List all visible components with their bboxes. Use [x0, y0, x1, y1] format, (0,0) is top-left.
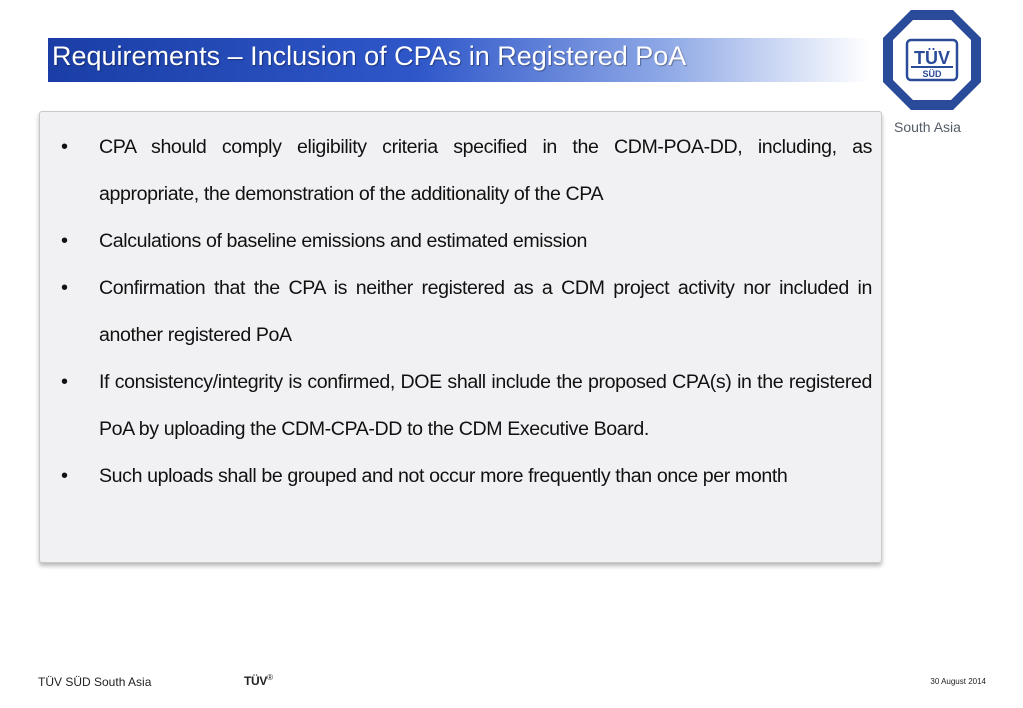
footer-logo-text: TÜV — [244, 674, 268, 688]
footer-company: TÜV SÜD South Asia — [38, 675, 152, 689]
bullet-text: If consistency/integrity is confirmed, DOE shall include the proposed CPA(s) in the registered PoA by uploading the CDM-CPA-DD to the CDM Executive Board. — [99, 371, 872, 440]
bullet-dot: • — [61, 230, 69, 252]
bullet-text: Such uploads shall be grouped and not occur more frequently than once per month — [99, 465, 788, 487]
bullet-list — [40, 124, 881, 500]
list-item — [40, 265, 881, 359]
logo-line2: SÜD — [922, 69, 942, 79]
content-box — [39, 111, 882, 563]
list-item — [40, 124, 881, 218]
footer-logo — [244, 673, 273, 688]
bullet-dot: • — [61, 136, 69, 158]
tuv-sud-logo-icon — [881, 8, 983, 112]
bullet-text: Confirmation that the CPA is neither registered as a CDM project activity nor included in another registered PoA — [99, 277, 872, 346]
bullet-dot: • — [61, 465, 69, 487]
title-bar — [48, 38, 870, 82]
list-item — [40, 453, 881, 500]
slide-title: Requirements – Inclusion of CPAs in Registered PoA — [52, 41, 687, 71]
footer-date: 30 August 2014 — [930, 677, 986, 686]
list-item — [40, 218, 881, 265]
bullet-text: Calculations of baseline emissions and estimated emission — [99, 230, 587, 252]
bullet-dot: • — [61, 277, 69, 299]
bullet-text: CPA should comply eligibility criteria specified in the CDM-POA-DD, including, as appropriate, the demonstration of the additionality of the CPA — [99, 136, 872, 205]
logo-caption: South Asia — [894, 119, 961, 135]
logo-line1: TÜV — [914, 48, 950, 68]
bullet-dot: • — [61, 371, 69, 393]
registered-mark: ® — [267, 673, 273, 682]
list-item — [40, 359, 881, 453]
